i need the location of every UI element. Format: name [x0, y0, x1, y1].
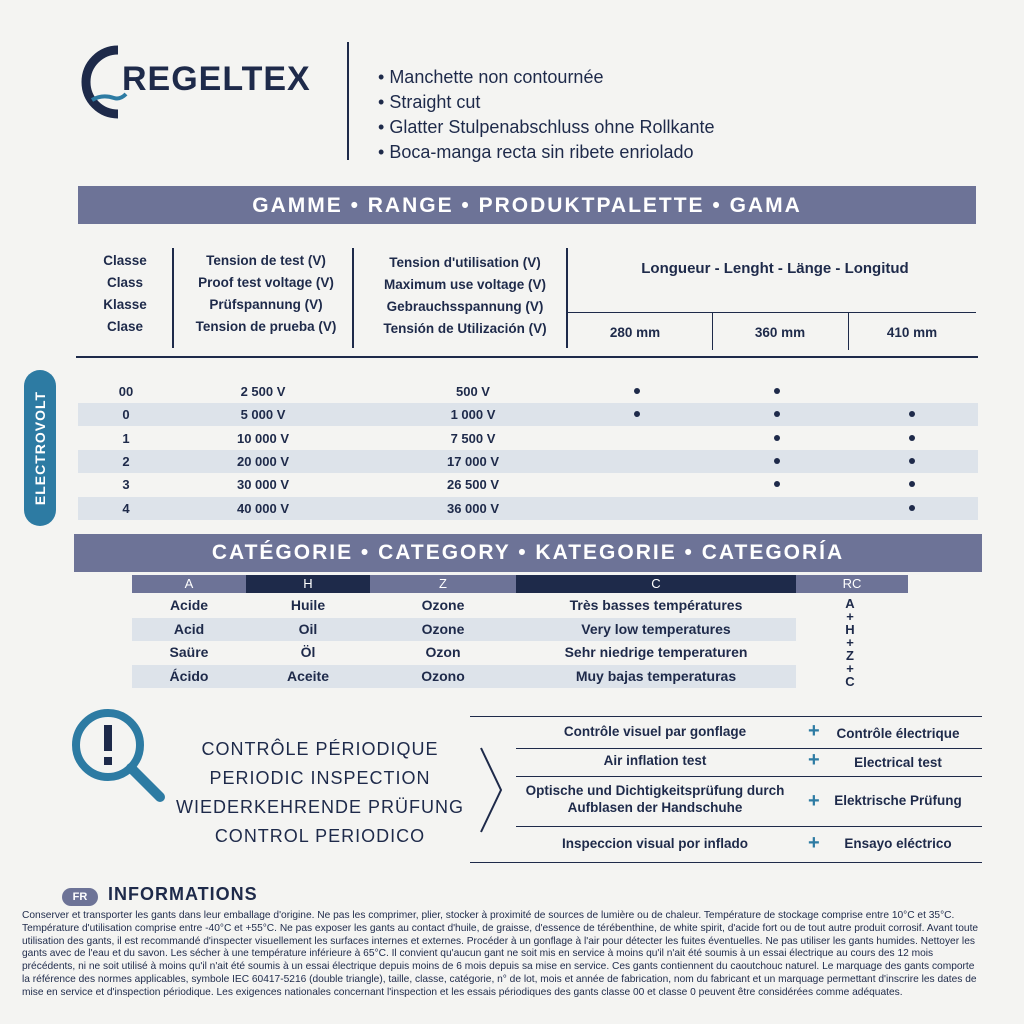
use-voltage-column-header: Tension d'utilisation (V) Maximum use voltage (V) Gebrauchsspannung (V) Tensión de Utilización (V)	[383, 255, 547, 336]
category-banner: CATÉGORIE • CATEGORY • KATEGORIE • CATEGORÍA	[74, 534, 982, 572]
category-cell-a: Ácido	[169, 667, 209, 684]
info-title: INFORMATIONS	[108, 884, 258, 904]
column-divider	[172, 248, 174, 348]
availability-dot	[909, 458, 915, 464]
info-text: Conserver et transporter les gants dans leur emballage d'origine. Ne pas les comprimer, plier, stocker à proximité de sources de lumière ou de chaleur. Température de stockage comprise entre 10°C et 35°C. Température d'utilisation comprise entre -40°C et +55°C. Ne pas exposer les gants au contact d'huile, de graisse, d'essence de térébenthine, de white spirit, d'acide fort ou de tout autre produit corrosif. Avant toute utilisation des gants, il est recommandé d'inspecter visuellement les surfaces internes et externes. Procéder à un gonflage à l'air pour détecter les fuites éventuelles. Ne pas utiliser les gants humides. Nettoyer les gants avec de l'eau et du savon. Les sécher à une température inférieure à 65°C. Il convient qu'aucun gant ne soit mis en service à moins qu'il n'ait été soumis à un essai électrique au cours des 12 mois précédents, ni ne soit utilisé à moins qu'il n'ait été soumis à un essai électrique depuis moins de 6 mois depuis sa mise en service. Ces gants contiennent du caoutchouc naturel. Le marquage des gants comporte la référence des normes applicables, symbole IEC 60417-5216 (double triangle), taille, classe, catégorie, n° de lot, mois et année de fabrication, nom du fabricant et un marquage permettant d'inscrire les dates de mise en service et d'inspection périodique. Les exigences nationales concernant l'inspection et les essais périodiques des gants classe 00 et classe 0 peuvent être considérées comme adéquates.	[22, 910, 979, 998]
range-banner: GAMME • RANGE • PRODUKTPALETTE • GAMA	[78, 186, 976, 224]
cat-header-a: A	[132, 575, 246, 593]
cat-header-rc: RC	[796, 575, 908, 593]
cat-header-c: C	[516, 575, 796, 593]
availability-dot	[634, 411, 640, 417]
cat-header-h: H	[246, 575, 370, 593]
category-cell-z: Ozone	[421, 597, 465, 613]
availability-dot	[774, 435, 780, 441]
use-voltage-cell: 7 500 V	[450, 430, 496, 446]
test-voltage-column-header: Tension de test (V) Proof test voltage (V) Prüfspannung (V) Tension de prueba (V)	[195, 253, 337, 334]
inspection-electrical-de: Elektrische Prüfung	[834, 793, 962, 808]
category-cell-c: Muy bajas temperaturas	[575, 667, 737, 684]
inspection-rule	[516, 776, 982, 777]
periodic-inspection-title: CONTRÔLE PÉRIODIQUE PERIODIC INSPECTION WIEDERKEHRENDE PRÜFUNG CONTROL PERIODICO	[175, 739, 465, 846]
test-voltage-cell: 40 000 V	[236, 500, 290, 516]
range-row	[78, 473, 978, 496]
plus-icon: +	[808, 832, 820, 854]
inspection-visual-en: Air inflation test	[603, 753, 707, 768]
class-column-header: Classe Class Klasse Clase	[103, 253, 147, 334]
use-voltage-cell: 26 500 V	[446, 477, 500, 493]
availability-dot	[909, 481, 915, 487]
category-cell-a: Acid	[173, 620, 205, 637]
availability-dot	[909, 411, 915, 417]
feature-item: • Boca-manga recta sin ribete enriolado	[378, 140, 715, 165]
inspection-electrical-fr: Contrôle électrique	[836, 726, 960, 741]
plus-icon: +	[808, 790, 820, 812]
category-cell-z: Ozon	[425, 644, 461, 660]
category-cell-c: Très basses températures	[569, 597, 743, 613]
category-cell-h: Huile	[290, 597, 326, 613]
feature-item: • Manchette non contournée	[378, 65, 715, 90]
availability-dot	[634, 388, 640, 394]
use-voltage-cell: 1 000 V	[450, 407, 496, 423]
column-divider	[566, 248, 568, 348]
chevron-right-icon	[478, 745, 504, 835]
inspection-visual-es: Inspeccion visual por inflado	[561, 836, 749, 851]
class-cell: 1	[122, 430, 130, 446]
feature-item: • Straight cut	[378, 90, 715, 115]
range-row	[78, 380, 978, 403]
test-voltage-cell: 30 000 V	[236, 477, 290, 493]
availability-dot	[774, 458, 780, 464]
category-cell-c: Sehr niedrige temperaturen	[564, 644, 748, 660]
range-row	[78, 427, 978, 450]
category-row	[132, 618, 796, 641]
length-divider	[568, 312, 976, 313]
plus-icon: +	[808, 749, 820, 771]
category-cell-z: Ozone	[421, 620, 465, 637]
use-voltage-cell: 36 000 V	[446, 500, 500, 516]
availability-dot	[909, 435, 915, 441]
column-divider	[848, 312, 849, 350]
category-cell-a: Saüre	[169, 644, 209, 660]
column-divider	[712, 312, 713, 350]
availability-dot	[909, 505, 915, 511]
inspection-rule	[470, 862, 982, 863]
plus-icon: +	[808, 720, 820, 742]
length-410-header: 410 mm	[886, 325, 938, 340]
class-cell: 0	[122, 407, 130, 423]
electrovolt-badge: ELECTROVOLT	[24, 370, 56, 526]
category-cell-z: Ozono	[421, 667, 465, 684]
category-cell-h: Öl	[300, 644, 316, 660]
column-divider	[352, 248, 354, 348]
inspection-visual-de: Optische und Dichtigkeitsprüfung durch Aufblasen der Handschuhe	[525, 783, 785, 815]
availability-dot	[774, 481, 780, 487]
category-cell-h: Aceite	[286, 667, 330, 684]
class-cell: 00	[118, 384, 134, 399]
category-cell-h: Oil	[298, 620, 318, 637]
use-voltage-cell: 500 V	[456, 384, 490, 399]
range-row	[78, 403, 978, 426]
cat-header-z: Z	[370, 575, 516, 593]
inspection-electrical-es: Ensayo eléctrico	[844, 836, 952, 851]
inspection-rule	[516, 748, 982, 749]
use-voltage-cell: 17 000 V	[446, 453, 500, 469]
test-voltage-cell: 5 000 V	[240, 407, 286, 423]
length-360-header: 360 mm	[754, 325, 806, 340]
class-cell: 2	[122, 453, 130, 469]
range-row	[78, 497, 978, 520]
language-badge: FR	[62, 888, 98, 906]
inspection-rule	[516, 826, 982, 827]
category-cell-c: Very low temperatures	[581, 620, 731, 637]
class-cell: 4	[122, 500, 130, 516]
category-cell-a: Acide	[169, 597, 209, 613]
brand-name: REGELTEX	[122, 60, 311, 98]
test-voltage-cell: 10 000 V	[236, 430, 290, 446]
length-280-header: 280 mm	[609, 325, 661, 340]
inspection-rule	[470, 716, 982, 717]
magnifier-warning-icon	[68, 705, 168, 805]
inspection-electrical-en: Electrical test	[854, 755, 942, 770]
regeltex-logo	[78, 42, 348, 122]
availability-dot	[774, 411, 780, 417]
category-row	[132, 594, 796, 617]
inspection-visual-fr: Contrôle visuel par gonflage	[563, 724, 747, 739]
category-row	[132, 641, 796, 664]
length-title: Longueur - Lenght - Länge - Longitud	[641, 260, 909, 277]
test-voltage-cell: 2 500 V	[240, 384, 286, 399]
class-cell: 3	[122, 477, 130, 493]
header-divider	[347, 42, 349, 160]
category-row	[132, 665, 796, 688]
rc-stack: A + H + Z + C	[845, 596, 855, 689]
range-row	[78, 450, 978, 473]
table-header-rule	[76, 356, 978, 358]
availability-dot	[774, 388, 780, 394]
feature-item: • Glatter Stulpenabschluss ohne Rollkante	[378, 115, 715, 140]
test-voltage-cell: 20 000 V	[236, 453, 290, 469]
feature-list	[378, 65, 715, 165]
